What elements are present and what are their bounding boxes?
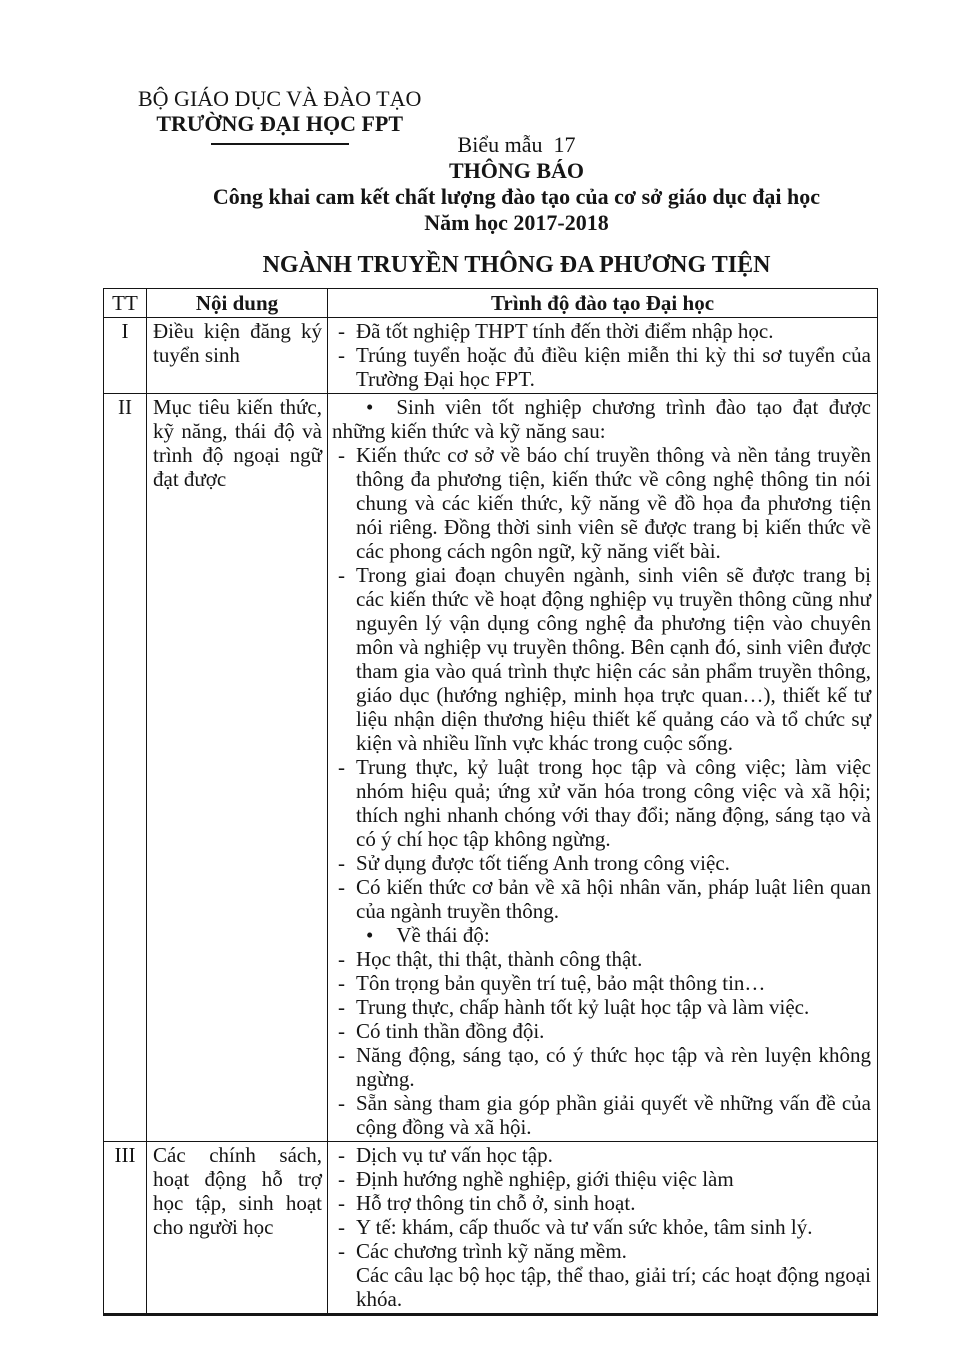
- dash-marker: -: [338, 971, 345, 995]
- dash-marker: -: [338, 443, 345, 467]
- table-row-3: [104, 1142, 878, 1315]
- dash-marker: -: [338, 1167, 345, 1191]
- dash-marker: -: [338, 1043, 345, 1067]
- row-number: II: [104, 394, 147, 1142]
- list-item-text: Các câu lạc bộ học tập, thể thao, giải trí; các hoạt động ngoại khóa.: [356, 1263, 871, 1311]
- list-item-text: Kiến thức cơ sở về báo chí truyền thông và nền tảng truyền thông đa phương tiện, kiến thức về công nghệ thông tin nói chung và các kiến thức, kỹ năng về đồ họa đa phương tiện nói riêng. Đồng thời sinh viên sẽ được trang bị kiến thức về các phong cách ngôn ngữ, kỹ năng viết bài.: [356, 443, 871, 563]
- dash-marker: -: [338, 1239, 345, 1263]
- list-item-text: Có kiến thức cơ bản về xã hội nhân văn, pháp luật liên quan của ngành truyền thông.: [356, 875, 871, 923]
- list-item-text: Các chương trình kỹ năng mềm.: [356, 1239, 627, 1263]
- list-item: [332, 563, 871, 755]
- col-header-trinh-do: Trình độ đào tạo Đại học: [328, 289, 878, 318]
- dash-marker: -: [338, 343, 345, 367]
- list-item-text: Trong giai đoạn chuyên ngành, sinh viên sẽ được trang bị các kiến thức về hoạt động nghiệp vụ truyền thông cũng như nguyên lý vận dụng công nghệ đa phương tiện vào chuyên môn và nghiệp vụ truyền thông. Bên cạnh đó, sinh viên được tham gia vào quá trình thực hiện các sản phẩm truyền thông, giáo dục (hướng nghiệp, minh họa trực quan…), thiết kế tư liệu nhận diện thương hiệu thiết kế quảng cáo và tổ chức sự kiện và nhiều lĩnh vực khác trong cuộc sống.: [356, 563, 871, 755]
- list-item: [332, 1143, 871, 1167]
- list-item: [332, 947, 871, 971]
- list-item: [332, 1191, 871, 1215]
- list-item-text: Có tinh thần đồng đội.: [356, 1019, 545, 1043]
- list-item: [332, 1167, 871, 1191]
- list-item-text: Năng động, sáng tạo, có ý thức học tập và rèn luyện không ngừng.: [356, 1043, 871, 1091]
- row-label: Các chính sách, hoạt động hỗ trợ học tập, sinh hoạt cho người học: [147, 1142, 328, 1315]
- dash-marker: -: [338, 875, 345, 899]
- dash-marker: -: [338, 1215, 345, 1239]
- ministry-name: BỘ GIÁO DỤC VÀ ĐÀO TẠO: [138, 86, 422, 111]
- program-title: NGÀNH TRUYỀN THÔNG ĐA PHƯƠNG TIỆN: [262, 252, 771, 278]
- notice-subtitle: Công khai cam kết chất lượng đào tạo của cơ sở giáo dục đại học: [212, 184, 821, 209]
- list-item: [332, 875, 871, 923]
- letterhead-divider: [211, 143, 349, 145]
- list-item: [332, 1263, 871, 1311]
- row-content: [328, 318, 878, 394]
- dash-marker: -: [338, 947, 345, 971]
- notice-title: THÔNG BÁO: [448, 158, 585, 183]
- list-item-text: Tôn trọng bản quyền trí tuệ, bảo mật thông tin…: [356, 971, 766, 995]
- col-header-noi-dung: Nội dung: [147, 289, 328, 318]
- list-item-text: Về thái độ:: [396, 923, 490, 947]
- list-item: [332, 319, 871, 343]
- letterhead: [138, 86, 421, 145]
- list-item-text: Trúng tuyển hoặc đủ điều kiện miễn thi kỳ thi sơ tuyển của Trường Đại học FPT.: [356, 343, 871, 391]
- dash-marker: -: [338, 319, 345, 343]
- list-item-text: Hỗ trợ thông tin chỗ ở, sinh hoạt.: [356, 1191, 636, 1215]
- list-item: [332, 755, 871, 851]
- list-item-text: Học thật, thi thật, thành công thật.: [356, 947, 643, 971]
- table-row-2: [104, 394, 878, 1142]
- dash-marker: -: [338, 1091, 345, 1115]
- list-item: [332, 395, 871, 443]
- list-item-text: Đã tốt nghiệp THPT tính đến thời điểm nhập học.: [356, 319, 774, 343]
- list-item: [332, 971, 871, 995]
- list-item-text: Định hướng nghề nghiệp, giới thiệu việc làm: [356, 1167, 734, 1191]
- list-item: [332, 995, 871, 1019]
- list-item-text: Y tế: khám, cấp thuốc và tư vấn sức khỏe, tâm sinh lý.: [356, 1215, 813, 1239]
- list-item: [332, 851, 871, 875]
- dash-marker: -: [338, 1143, 345, 1167]
- list-item: [332, 1019, 871, 1043]
- dash-marker: -: [338, 995, 345, 1019]
- list-item: [332, 343, 871, 391]
- list-item-text: Sử dụng được tốt tiếng Anh trong công việc.: [356, 851, 730, 875]
- table-header-row: [104, 289, 878, 318]
- dash-marker: -: [338, 851, 345, 875]
- school-year: Năm học 2017-2018: [424, 210, 609, 235]
- row-content: [328, 1142, 878, 1315]
- list-item: [332, 923, 871, 947]
- list-item: [332, 1239, 871, 1263]
- list-item: [332, 1215, 871, 1239]
- dash-marker: -: [338, 755, 345, 779]
- commitment-table: [103, 288, 878, 1316]
- row-number: I: [104, 318, 147, 394]
- list-item-text: Dịch vụ tư vấn học tập.: [356, 1143, 553, 1167]
- bullet-marker: •: [366, 395, 374, 419]
- list-item-text: Sẵn sàng tham gia góp phần giải quyết về những vấn đề của cộng đồng và xã hội.: [356, 1091, 871, 1139]
- bullet-marker: •: [366, 923, 374, 947]
- list-item-text: Trung thực, chấp hành tốt kỷ luật học tập và làm việc.: [356, 995, 810, 1019]
- list-item: [332, 1091, 871, 1139]
- dash-marker: -: [338, 1191, 345, 1215]
- list-item: [332, 443, 871, 563]
- list-item-text: Sinh viên tốt nghiệp chương trình đào tạo đạt được những kiến thức và kỹ năng sau:: [332, 395, 871, 443]
- row-number: III: [104, 1142, 147, 1315]
- school-name: TRƯỜNG ĐẠI HỌC FPT: [156, 111, 404, 136]
- dash-marker: -: [338, 563, 345, 587]
- table-row-1: [104, 318, 878, 394]
- list-item-text: Trung thực, kỷ luật trong học tập và công việc; làm việc nhóm hiệu quả; ứng xử văn hóa trong công việc và xã hội; thích nghi nhanh chóng với thay đổi; năng động, sáng tạo và có ý chí học tập không ngừng.: [356, 755, 871, 851]
- row-label: Điều kiện đăng ký tuyển sinh: [147, 318, 328, 394]
- row-content: [328, 394, 878, 1142]
- form-number: Biểu mẫu 17: [457, 132, 576, 157]
- col-header-tt: TT: [104, 289, 147, 318]
- list-item: [332, 1043, 871, 1091]
- dash-marker: -: [338, 1019, 345, 1043]
- row-label: Mục tiêu kiến thức, kỹ năng, thái độ và trình độ ngoại ngữ đạt được: [147, 394, 328, 1142]
